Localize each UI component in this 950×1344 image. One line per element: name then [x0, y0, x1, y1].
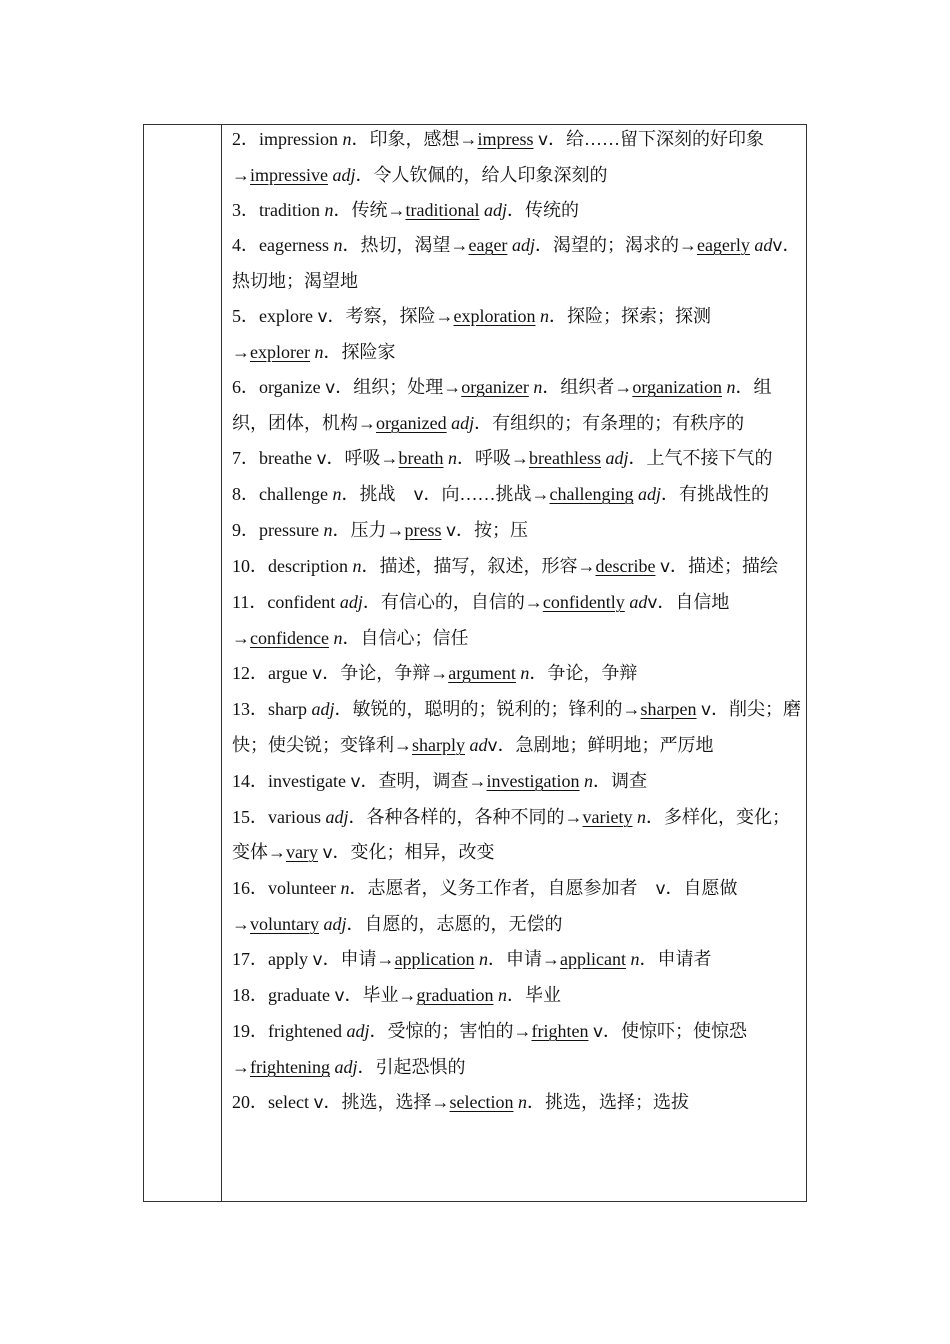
derived-word: exploration: [453, 306, 536, 326]
derived-word: challenging: [549, 484, 634, 504]
vocab-entry: [232, 549, 804, 585]
derived-word: impress: [477, 129, 534, 149]
entry-text: ．探险；探索；探测: [549, 306, 712, 326]
entry-text: 9．pressure: [232, 520, 324, 540]
vocabulary-table: [143, 124, 807, 1202]
entry-text: ．热切地；渴望地: [232, 235, 801, 291]
part-of-speech: v: [312, 664, 323, 684]
derived-word: graduation: [416, 985, 494, 1005]
entry-text: 17．apply: [232, 949, 313, 969]
entry-text: 3．tradition: [232, 200, 325, 220]
entry-text: ．压力→: [332, 520, 405, 540]
entry-text: ．引起恐惧的: [357, 1057, 466, 1077]
vocab-entry: [232, 585, 804, 656]
part-of-speech: v: [413, 485, 424, 505]
vocab-entry: [232, 513, 804, 549]
entry-text: ．按；压: [456, 520, 529, 540]
derived-word: breathless: [529, 448, 601, 468]
entry-text: 18．graduate: [232, 985, 335, 1005]
part-of-speech: n: [342, 129, 352, 149]
part-of-speech: v: [659, 557, 671, 577]
entry-text: ．传统→: [333, 200, 406, 220]
part-of-speech: v: [487, 736, 498, 756]
part-of-speech: adj: [323, 914, 347, 934]
entry-text: 6．organize: [232, 377, 326, 397]
entry-text: 15．various: [232, 807, 326, 827]
entry-text: ．有组织的；有条理的；有秩序的: [474, 413, 745, 433]
derived-word: confidence: [250, 628, 329, 648]
derived-word: argument: [448, 663, 516, 683]
part-of-speech: ad: [629, 592, 648, 612]
part-of-speech: n: [518, 1092, 528, 1112]
entry-text: ．削尖；磨快；使尖锐；变锋利→: [232, 699, 802, 755]
entry-text: →: [232, 1057, 250, 1077]
part-of-speech: v: [655, 879, 666, 899]
entry-text: ．印象，感想→: [351, 129, 478, 149]
entry-text: ．敏锐的，聪明的；锐利的；锋利的→: [334, 699, 641, 719]
part-of-speech: v: [334, 986, 345, 1006]
entry-text: ．探险家: [323, 342, 396, 362]
part-of-speech: ad: [469, 735, 488, 755]
vocabulary-list: [232, 125, 804, 1121]
entry-text: 16．volunteer: [232, 878, 341, 898]
entry-text: ．查明，调查→: [360, 771, 487, 791]
part-of-speech: n: [630, 949, 640, 969]
part-of-speech: adj: [605, 448, 629, 468]
vocab-entry: [232, 228, 804, 299]
vocab-entry: [232, 942, 804, 978]
derived-word: describe: [595, 556, 656, 576]
entry-text: ．组织者→: [542, 377, 633, 397]
part-of-speech: v: [317, 307, 328, 327]
table-left-column: [144, 125, 222, 1201]
part-of-speech: n: [332, 484, 342, 504]
entry-text: ．热切，渴望→: [342, 235, 469, 255]
entry-text: ．各种各样的，各种不同的→: [348, 807, 583, 827]
entry-text: 4．eagerness: [232, 235, 334, 255]
entry-text: ．呼吸→: [326, 448, 399, 468]
vocab-entry: [232, 122, 804, 193]
part-of-speech: n: [333, 628, 343, 648]
entry-text: 19．frightened: [232, 1021, 347, 1041]
entry-text: ．呼吸→: [457, 448, 530, 468]
entry-text: →: [232, 628, 250, 648]
entry-text: 11．confident: [232, 592, 340, 612]
derived-word: organization: [632, 377, 722, 397]
part-of-speech: adj: [346, 1021, 370, 1041]
part-of-speech: adj: [638, 484, 662, 504]
derived-word: voluntary: [250, 914, 319, 934]
part-of-speech: v: [647, 593, 658, 613]
derived-word: frightening: [250, 1057, 330, 1077]
entry-text: ．争论，争辩→: [322, 663, 449, 683]
entry-text: ．毕业: [507, 985, 562, 1005]
vocab-entry: [232, 1014, 804, 1085]
derived-word: vary: [286, 842, 318, 862]
part-of-speech: n: [314, 342, 324, 362]
vocab-entry: [232, 800, 804, 871]
vocab-entry: [232, 370, 804, 441]
derived-word: eager: [468, 235, 508, 255]
derived-word: frighten: [531, 1021, 589, 1041]
part-of-speech: v: [312, 950, 323, 970]
part-of-speech: adj: [511, 235, 535, 255]
entry-text: ．组织，团体，机构→: [232, 377, 772, 433]
entry-text: ．有信心的，自信的→: [362, 592, 543, 612]
derived-word: press: [404, 520, 442, 540]
entry-text: ．申请者: [639, 949, 712, 969]
entry-text: ．使惊吓；使惊恐: [603, 1021, 748, 1041]
entry-text: ．上气不接下气的: [628, 448, 773, 468]
entry-text: ．受惊的；害怕的→: [369, 1021, 532, 1041]
derived-word: application: [394, 949, 475, 969]
part-of-speech: n: [637, 807, 646, 827]
derived-word: impressive: [250, 165, 328, 185]
vocab-entry: [232, 477, 804, 513]
vocab-entry: [232, 656, 804, 692]
part-of-speech: n: [520, 663, 530, 683]
entry-text: ．自信地: [657, 592, 730, 612]
part-of-speech: v: [701, 700, 712, 720]
entry-text: ．变化；相异，改变: [332, 842, 495, 862]
derived-word: applicant: [560, 949, 627, 969]
derived-word: investigation: [486, 771, 580, 791]
entry-text: ．描述；描绘: [670, 556, 779, 576]
entry-text: ．挑选，选择→: [323, 1092, 450, 1112]
derived-word: organized: [376, 413, 447, 433]
derived-word: sharpen: [640, 699, 697, 719]
entry-text: ．自愿的，志愿的，无偿的: [346, 914, 563, 934]
entry-text: ．有挑战性的: [661, 484, 770, 504]
entry-text: ．传统的: [507, 200, 579, 220]
derived-word: breath: [398, 448, 444, 468]
part-of-speech: adj: [451, 413, 475, 433]
part-of-speech: n: [333, 235, 343, 255]
part-of-speech: v: [325, 378, 336, 398]
part-of-speech: v: [316, 449, 327, 469]
entry-text: ．调查: [593, 771, 648, 791]
part-of-speech: n: [448, 448, 458, 468]
part-of-speech: v: [313, 1093, 324, 1113]
derived-word: sharply: [412, 735, 465, 755]
derived-word: selection: [449, 1092, 514, 1112]
entry-text: ．自愿做: [665, 878, 738, 898]
part-of-speech: adj: [332, 165, 356, 185]
entry-text: 10．description: [232, 556, 353, 576]
part-of-speech: n: [340, 878, 350, 898]
vocab-entry: [232, 193, 804, 228]
part-of-speech: ad: [754, 235, 773, 255]
part-of-speech: v: [772, 236, 783, 256]
entry-text: ．自信心；信任: [342, 628, 469, 648]
entry-text: ．急剧地；鲜明地；严厉地: [497, 735, 714, 755]
entry-text: ．申请→: [322, 949, 395, 969]
part-of-speech: n: [498, 985, 508, 1005]
part-of-speech: v: [322, 843, 333, 863]
part-of-speech: v: [538, 130, 549, 150]
entry-text: ．渴望的；渴求的→: [534, 235, 697, 255]
part-of-speech: v: [350, 772, 361, 792]
entry-text: →: [232, 914, 250, 934]
vocab-entry: [232, 1085, 804, 1121]
part-of-speech: n: [726, 377, 736, 397]
part-of-speech: n: [352, 556, 362, 576]
part-of-speech: adj: [339, 592, 363, 612]
entry-text: 13．sharp: [232, 699, 312, 719]
part-of-speech: n: [540, 306, 550, 326]
entry-text: →: [232, 342, 250, 362]
vocab-entry: [232, 871, 804, 942]
part-of-speech: n: [323, 520, 333, 540]
entry-text: ．令人钦佩的，给人印象深刻的: [355, 165, 608, 185]
part-of-speech: adj: [334, 1057, 358, 1077]
vocab-entry: [232, 692, 804, 764]
entry-text: ．申请→: [488, 949, 561, 969]
part-of-speech: v: [445, 521, 457, 541]
derived-word: explorer: [250, 342, 310, 362]
vocab-entry: [232, 299, 804, 370]
entry-text: 7．breathe: [232, 448, 317, 468]
part-of-speech: n: [584, 771, 594, 791]
entry-text: 12．argue: [232, 663, 313, 683]
entry-text: ．组织；处理→: [335, 377, 462, 397]
entry-text: 20．select: [232, 1092, 314, 1112]
entry-text: ．争论，争辩: [529, 663, 638, 683]
entry-text: ．描述，描写，叙述，形容→: [361, 556, 596, 576]
entry-text: ．挑战: [341, 484, 414, 504]
part-of-speech: n: [324, 200, 334, 220]
derived-word: confidently: [542, 592, 625, 612]
part-of-speech: adj: [311, 699, 335, 719]
entry-text: ．向……挑战→: [423, 484, 550, 504]
entry-text: ．毕业→: [344, 985, 417, 1005]
derived-word: eagerly: [696, 235, 750, 255]
entry-text: 8．challenge: [232, 484, 333, 504]
derived-word: traditional: [405, 200, 480, 220]
vocab-entry: [232, 441, 804, 477]
part-of-speech: n: [533, 377, 543, 397]
entry-text: ．挑选，选择；选拔: [527, 1092, 690, 1112]
entry-text: ．志愿者，义务工作者，自愿参加者: [349, 878, 656, 898]
derived-word: organizer: [461, 377, 529, 397]
entry-text: 14．investigate: [232, 771, 351, 791]
part-of-speech: n: [479, 949, 489, 969]
derived-word: variety: [582, 807, 633, 827]
entry-text: 2．impression: [232, 129, 343, 149]
part-of-speech: v: [592, 1022, 604, 1042]
part-of-speech: adj: [483, 200, 507, 220]
vocab-entry: [232, 978, 804, 1014]
vocab-entry: [232, 764, 804, 800]
part-of-speech: adj: [325, 807, 349, 827]
entry-text: ．多样化，变化；变体→: [232, 807, 790, 862]
entry-text: ．给……留下深刻的好印象→: [232, 129, 765, 185]
entry-text: 5．explore: [232, 306, 318, 326]
entry-text: ．考察，探险→: [327, 306, 454, 326]
